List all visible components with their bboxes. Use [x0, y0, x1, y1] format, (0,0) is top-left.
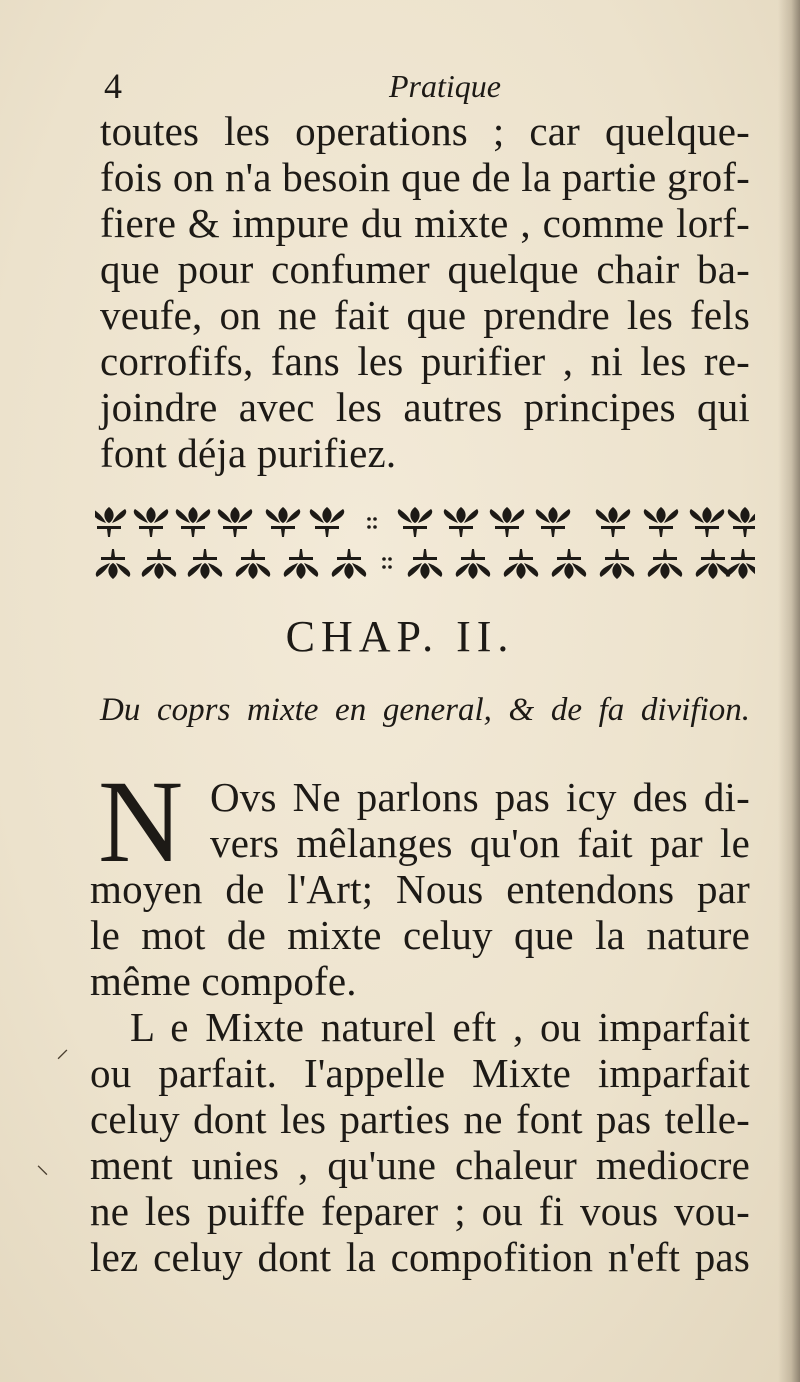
- margin-mark: ⸍: [56, 1045, 70, 1074]
- fleuron-icon: [398, 507, 432, 537]
- text-line: moyen de l'Art; Nous entendons par: [90, 866, 750, 912]
- fleuron-icon: [408, 549, 442, 579]
- text-line: le mot de mixte celuy que la nature: [90, 912, 750, 958]
- text-line: ne les puiffe feparer ; ou fi vous vou-: [90, 1188, 750, 1234]
- ornament-dot: [373, 525, 377, 529]
- text-line: veufe, on ne fait que prendre les fels: [100, 292, 750, 338]
- text-line: joindre avec les autres principes qui: [100, 384, 750, 430]
- fleuron-icon: [188, 549, 222, 579]
- text-line: fois on n'a besoin que de la partie grof-: [100, 154, 750, 200]
- fleuron-icon: [536, 507, 570, 537]
- text-line: L e Mixte naturel eft , ou imparfait: [130, 1004, 750, 1050]
- ornament-dot: [388, 565, 392, 569]
- text-line: fiere & impure du mixte , comme lorf-: [100, 200, 750, 246]
- fleuron-band-icon: [95, 497, 755, 589]
- ornament-dot: [382, 557, 386, 561]
- paragraph-mixte: [90, 1004, 750, 1280]
- fleuron-icon: [456, 549, 490, 579]
- paragraph-intro: [90, 866, 750, 1004]
- ornament-dot: [373, 517, 377, 521]
- text-line: corrofifs, fans les purifier , ni les re-: [100, 338, 750, 384]
- text-line: lez celuy dont la compofition n'eft pas: [90, 1234, 750, 1280]
- fleuron-icon: [696, 549, 730, 579]
- fleuron-icon: [596, 507, 630, 537]
- text-line: que pour confumer quelque chair ba-: [100, 246, 750, 292]
- fleuron-icon: [95, 507, 126, 537]
- fleuron-icon: [96, 549, 130, 579]
- fleuron-icon: [726, 549, 755, 579]
- page-gutter-shadow: [778, 0, 800, 1382]
- ornament-dot: [382, 565, 386, 569]
- text-line: Ovs Ne parlons pas icy des di-: [210, 774, 750, 820]
- fleuron-icon: [236, 549, 270, 579]
- ornament-dot: [367, 525, 371, 529]
- fleuron-icon: [142, 549, 176, 579]
- text-line: font déja purifiez.: [100, 430, 397, 476]
- text-line: même compofe.: [90, 958, 357, 1004]
- text-line: ou parfait. I'appelle Mixte imparfait: [90, 1050, 750, 1096]
- margin-mark: ⸜: [36, 1150, 50, 1179]
- text-line: toutes les operations ; car quelque-: [100, 108, 750, 154]
- fleuron-icon: [134, 507, 168, 537]
- fleuron-icon: [552, 549, 586, 579]
- fleuron-icon: [690, 507, 724, 537]
- fleuron-icon: [176, 507, 210, 537]
- text-line: celuy dont les parties ne font pas telle-: [90, 1096, 750, 1142]
- fleuron-icon: [332, 549, 366, 579]
- page-number: 4: [104, 66, 122, 106]
- fleuron-icon: [444, 507, 478, 537]
- paragraph-continued: [100, 108, 750, 476]
- fleuron-icon: [490, 507, 524, 537]
- chapter-subtitle: Du coprs mixte en general, & de fa divifion.: [100, 692, 750, 728]
- fleuron-icon: [218, 507, 252, 537]
- fleuron-icon: [284, 549, 318, 579]
- fleuron-icon: [504, 549, 538, 579]
- fleuron-icon: [728, 507, 755, 537]
- text-line: ment unies , qu'une chaleur mediocre: [90, 1142, 750, 1188]
- page-header: [104, 60, 744, 112]
- fleuron-icon: [600, 549, 634, 579]
- ornament-dot: [367, 517, 371, 521]
- text-line: vers mêlanges qu'on fait par le: [210, 820, 750, 866]
- ornament-dot: [388, 557, 392, 561]
- fleuron-icon: [648, 549, 682, 579]
- running-title: Pratique: [389, 68, 501, 104]
- fleuron-icon: [266, 507, 300, 537]
- paragraph-intro-indented: [210, 774, 750, 866]
- fleuron-icon: [644, 507, 678, 537]
- fleuron-icon: [310, 507, 344, 537]
- drop-cap: N: [98, 756, 184, 887]
- chapter-heading: CHAP. II.: [285, 612, 515, 661]
